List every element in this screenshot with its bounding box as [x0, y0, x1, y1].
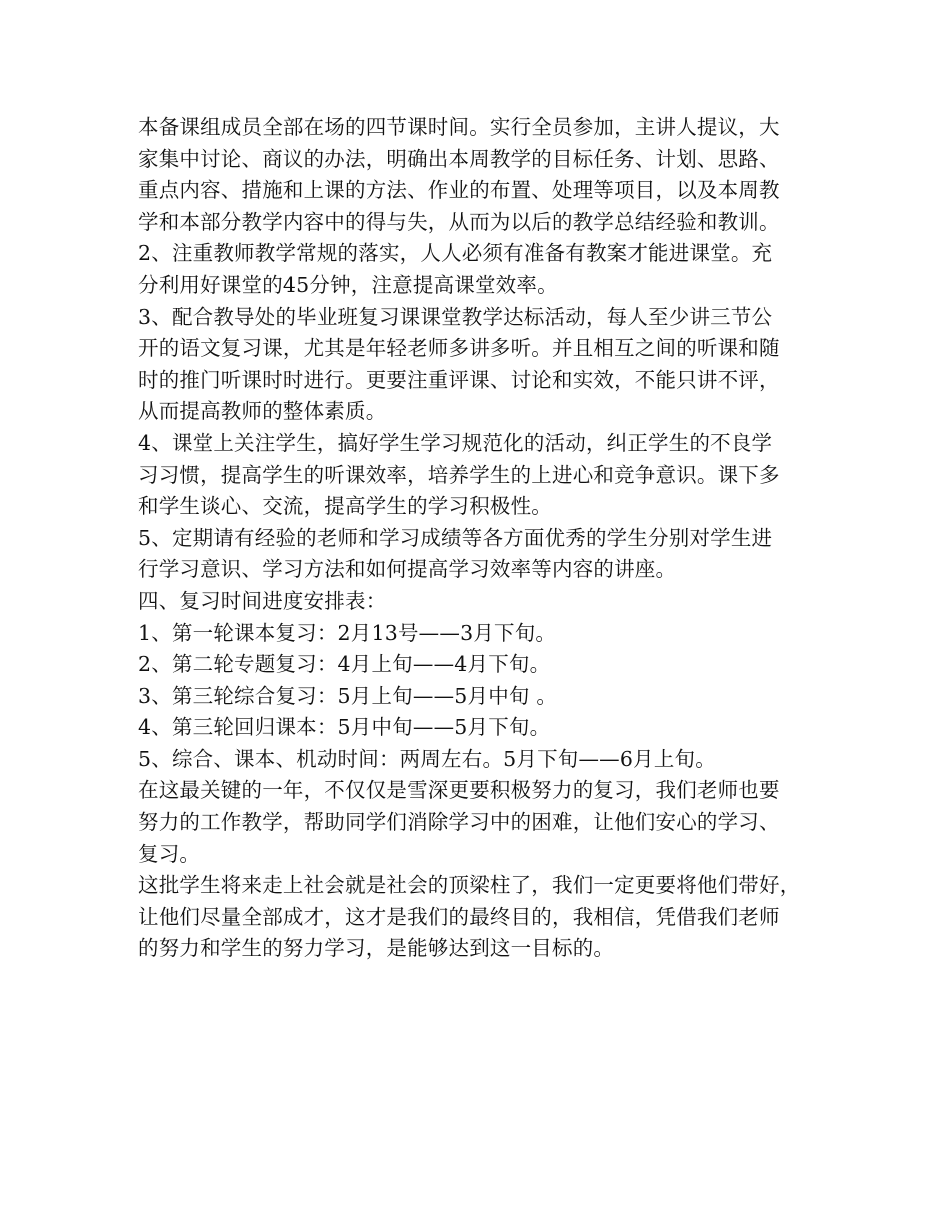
text-line: 本备课组成员全部在场的四节课时间。实行全员参加，主讲人提议，大: [138, 115, 780, 139]
text-line: 开的语文复习课，尤其是年轻老师多讲多听。并且相互之间的听课和随: [138, 336, 780, 361]
text-line: 2、注重教师教学常规的落实，人人必须有准备有教案才能进课堂。充: [138, 241, 773, 266]
schedule-item: 1、第一轮课本复习：2月13号——3月下旬。: [138, 620, 557, 645]
text-line: 时的推门听课时时进行。更要注重评课、讨论和实效，不能只讲不评，: [138, 367, 780, 392]
text-line: 这批学生将来走上社会就是社会的顶梁柱了，我们一定更要将他们带好，: [138, 873, 801, 898]
text-line: 从而提高教师的整体素质。: [138, 399, 387, 424]
text-line: 5、定期请有经验的老师和学习成绩等各方面优秀的学生分别对学生进: [138, 525, 773, 550]
section-heading: 四、复习时间进度安排表：: [138, 588, 387, 613]
text-line: 分利用好课堂的45分钟，注意提高课堂效率。: [138, 272, 558, 297]
schedule-item: 5、综合、课本、机动时间：两周左右。5月下旬——6月上旬。: [138, 746, 716, 771]
text-line: 让他们尽量全部成才，这才是我们的最终目的，我相信，凭借我们老师: [138, 904, 780, 929]
text-line: 的努力和学生的努力学习，是能够达到这一目标的。: [138, 936, 615, 961]
text-line: 习习惯，提高学生的听课效率，培养学生的上进心和竞争意识。课下多: [138, 462, 780, 487]
schedule-item: 4、第三轮回归课本：5月中旬——5月下旬。: [138, 715, 551, 740]
text-line: 重点内容、措施和上课的方法、作业的布置、处理等项目，以及本周教: [138, 178, 780, 203]
text-line: 和学生谈心、交流，提高学生的学习积极性。: [138, 494, 552, 519]
schedule-item: 3、第三轮综合复习：5月上旬——5月中旬 。: [138, 683, 558, 708]
schedule-item: 2、第二轮专题复习：4月上旬——4月下旬。: [138, 652, 551, 677]
text-line: 家集中讨论、商议的办法，明确出本周教学的目标任务、计划、思路、: [138, 146, 780, 171]
text-line: 4、课堂上关注学生，搞好学生学习规范化的活动，纠正学生的不良学: [138, 430, 773, 455]
text-line: 3、配合教导处的毕业班复习课课堂教学达标活动，每人至少讲三节公: [138, 304, 773, 329]
text-line: 行学习意识、学习方法和如何提高学习效率等内容的讲座。: [138, 557, 677, 582]
text-line: 学和本部分教学内容中的得与失，从而为以后的教学总结经验和教训。: [138, 209, 780, 234]
text-line: 努力的工作教学，帮助同学们消除学习中的困难，让他们安心的学习、: [138, 810, 780, 835]
text-line: 在这最关键的一年，不仅仅是雪深更要积极努力的复习，我们老师也要: [138, 778, 780, 803]
text-line: 复习。: [138, 841, 201, 866]
document-page: [138, 112, 818, 965]
